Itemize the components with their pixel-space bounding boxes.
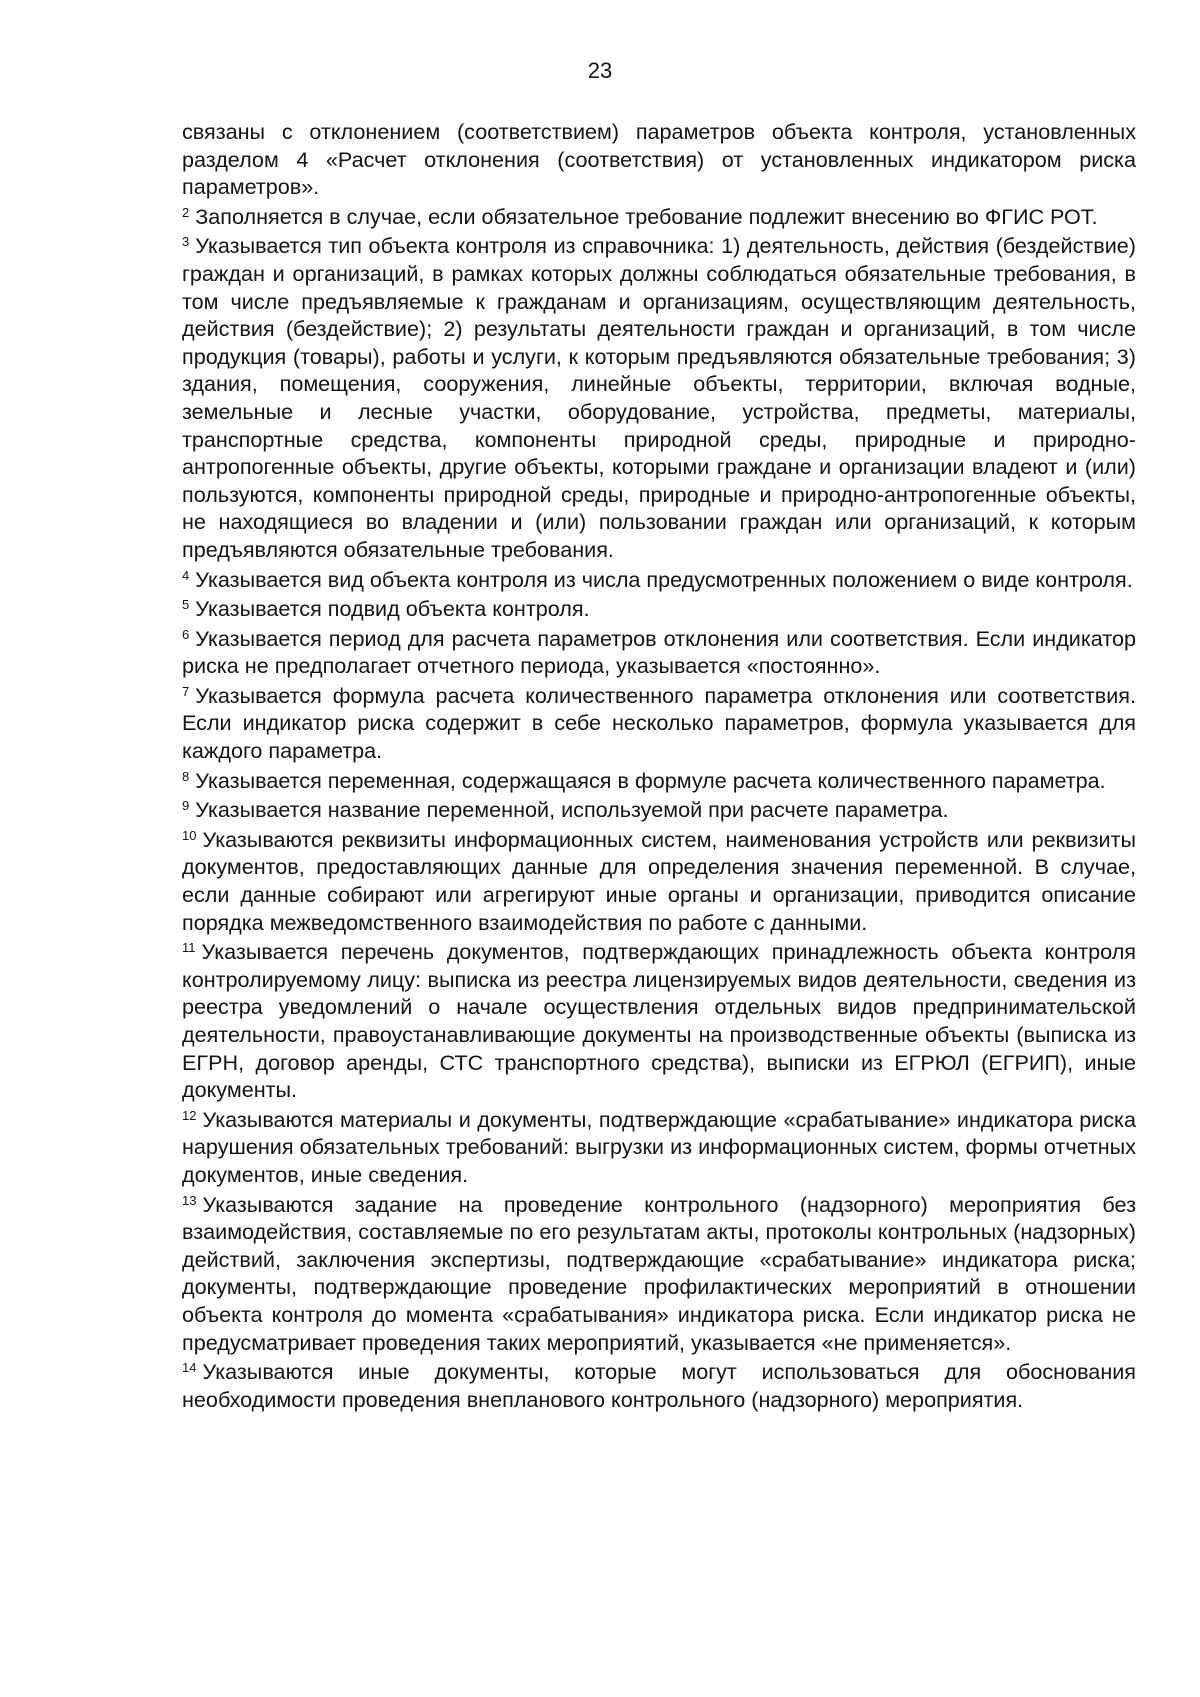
footnote-12 <box>182 1106 1136 1189</box>
footnote-marker: 10 <box>182 827 197 843</box>
footnote-marker: 3 <box>182 234 190 250</box>
footnote-marker: 4 <box>182 567 190 583</box>
footnote-marker: 2 <box>182 204 190 220</box>
footnote-text: Заполняется в случае, если обязательное требование подлежит внесению во ФГИС РОТ. <box>195 203 1098 229</box>
footnote-text: Указываются реквизиты информационных систем, наименования устройств или реквизиты документов, предоставляющих данные для определения значения переменной. В случае, если данные собирают или агрегируют иные органы и организации, приводится описание порядка межведомственного взаимодействия по работе с данными. <box>182 826 1136 935</box>
footnote-marker: 12 <box>182 1107 197 1123</box>
footnote-text: связаны с отклонением (соответствием) параметров объекта контроля, установленных разделом 4 «Расчет отклонения (соответствия) от установленных индикатором риска параметров». <box>182 119 1136 200</box>
footnote-marker: 6 <box>182 626 190 642</box>
footnote-marker: 13 <box>182 1192 197 1208</box>
footnote-marker: 8 <box>182 768 190 784</box>
footnote-text: Указываются иные документы, которые могут использоваться для обоснования необходимости проведения внепланового контрольного (надзорного) мероприятия. <box>182 1359 1136 1412</box>
footnote-text: Указывается подвид объекта контроля. <box>195 596 590 622</box>
footnote-14 <box>182 1358 1136 1413</box>
footnote-6 <box>182 625 1136 680</box>
footnote-text: Указывается переменная, содержащаяся в формуле расчета количественного параметра. <box>195 767 1106 793</box>
footnote-marker: 11 <box>182 940 196 956</box>
footnote-marker: 5 <box>182 597 190 613</box>
footnote-2 <box>182 203 1136 231</box>
footnote-text: Указывается название переменной, используемой при расчете параметра. <box>195 797 949 823</box>
footnote-9 <box>182 796 1136 824</box>
footnote-marker: 14 <box>182 1360 197 1376</box>
footnotes-body <box>182 118 1136 1415</box>
footnote-8 <box>182 767 1136 795</box>
footnote-11 <box>182 938 1136 1104</box>
page-number: 23 <box>587 58 613 83</box>
footnote-text: Указываются материалы и документы, подтверждающие «срабатывание» индикатора риска нарушения обязательных требований: выгрузки из информационных систем, формы отчетных документов, иные сведения. <box>182 1106 1136 1187</box>
footnote-7 <box>182 682 1136 765</box>
footnote-continuation <box>182 118 1136 201</box>
footnote-3 <box>182 232 1136 563</box>
footnote-text: Указываются задание на проведение контрольного (надзорного) мероприятия без взаимодействия, составляемые по его результатам акты, протоколы контрольных (надзорных) действий, заключения экспертизы, подтверждающие «срабатывание» индикатора риска; документы, подтверждающие проведение профилактических мероприятий в отношении объекта контроля до момента «срабатывания» индикатора риска. Если индикатор риска не предусматривает проведения таких мероприятий, указывается «не применяется». <box>182 1191 1136 1355</box>
footnote-5 <box>182 595 1136 623</box>
footnote-13 <box>182 1191 1136 1357</box>
footnote-text: Указывается перечень документов, подтверждающих принадлежность объекта контроля контролируемому лицу: выписка из реестра лицензируемых видов деятельности, сведения из реестра уведомлений о начале осуществления отдельных видов предпринимательской деятельности, правоустанавливающие документы на производственные объекты (выписка из ЕГРН, договор аренды, СТС транспортного средства), выписки из ЕГРЮЛ (ЕГРИП), иные документы. <box>182 939 1136 1103</box>
footnote-text: Указывается период для расчета параметров отклонения или соответствия. Если индикатор риска не предполагает отчетного периода, указывается «постоянно». <box>182 625 1136 679</box>
footnote-marker: 9 <box>182 798 190 814</box>
footnote-10 <box>182 826 1136 936</box>
footnote-text: Указывается формула расчета количественного параметра отклонения или соответствия. Если индикатор риска содержит в себе несколько параметров, формула указывается для каждого параметра. <box>182 682 1136 764</box>
footnote-text: Указывается тип объекта контроля из справочника: 1) деятельность, действия (бездействие) граждан и организаций, в рамках которых должны соблюдаться обязательные требования, в том числе предъявляемые к гражданам и организациям, осуществляющим деятельность, действия (бездействие); 2) результаты деятельности граждан и организаций, в том числе продукция (товары), работы и услуги, к которым предъявляются обязательные требования; 3) здания, помещения, сооружения, линейные объекты, территории, включая водные, земельные и лесные участки, оборудование, устройства, предметы, материалы, транспортные средства, компоненты природной среды, природные и природно-антропогенные объекты, другие объекты, которыми граждане и организации владеют и (или) пользуются, компоненты природной среды, природные и природно-антропогенные объекты, не находящиеся во владении и (или) пользовании граждан или организаций, к которым предъявляются обязательные требования. <box>182 233 1136 562</box>
footnote-4 <box>182 566 1136 594</box>
footnote-text: Указывается вид объекта контроля из числа предусмотренных положением о виде контроля. <box>195 566 1133 592</box>
footnote-marker: 7 <box>182 683 190 699</box>
